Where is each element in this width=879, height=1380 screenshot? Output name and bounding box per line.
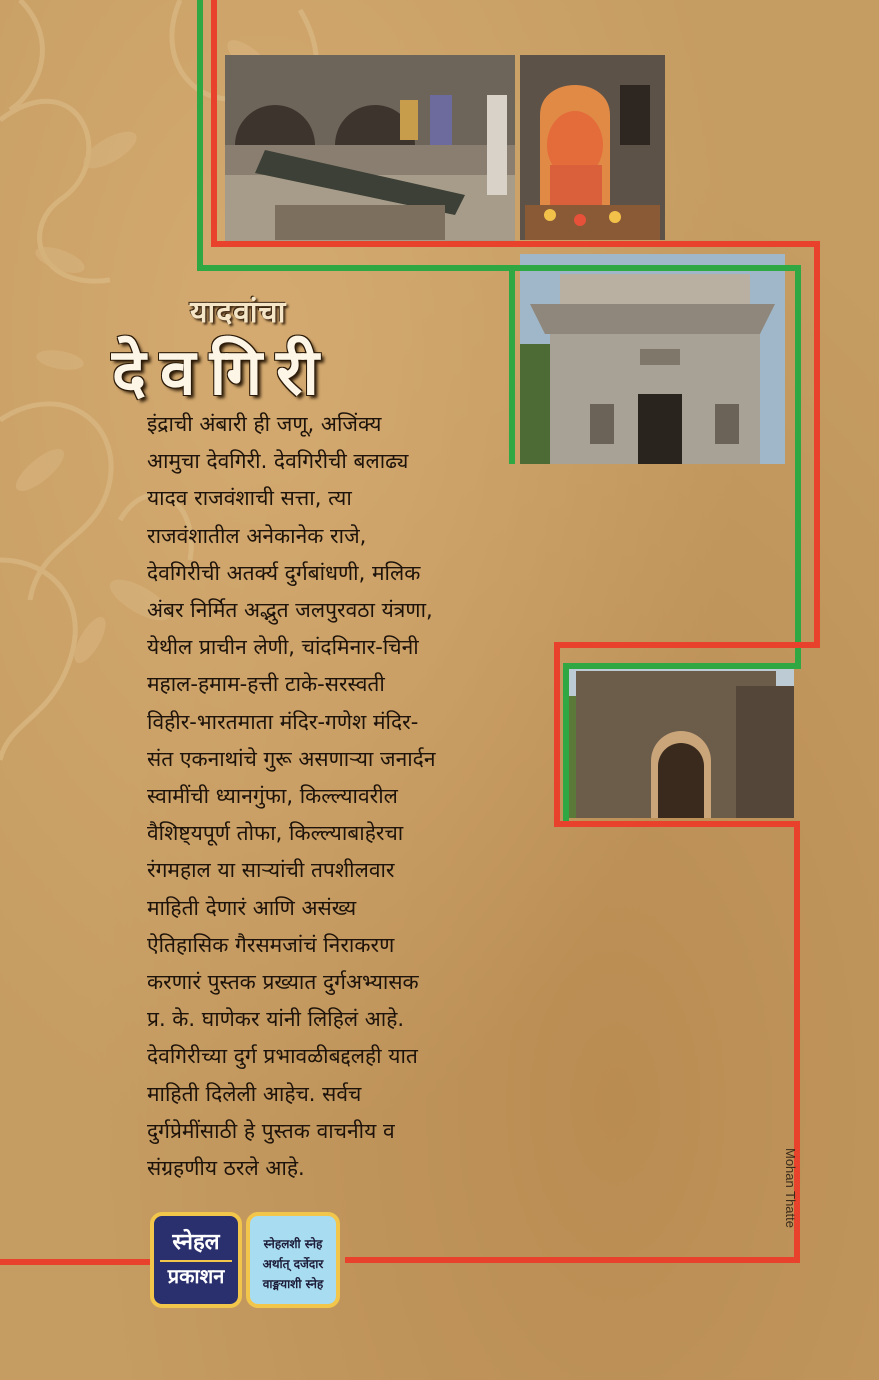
blurb-line: संत एकनाथांचे गुरू असणाऱ्या जनार्दन bbox=[147, 746, 436, 771]
blurb-line: माहिती देणारं आणि असंख्य bbox=[147, 895, 357, 920]
blurb-line: आमुचा देवगिरी. देवगिरीची बलाढ्य bbox=[147, 449, 409, 474]
blurb-line: ऐतिहासिक गैरसमजांचं निराकरण bbox=[147, 932, 395, 957]
blurb-line: इंद्राची अंबारी ही जणू, अजिंक्य bbox=[147, 412, 382, 436]
blurb-line: करणारं पुस्तक प्रख्यात दुर्गअभ्यासक bbox=[147, 970, 419, 995]
blurb-line: वैशिष्ट्यपूर्ण तोफा, किल्ल्याबाहेरचा bbox=[147, 821, 404, 846]
blurb-line: रंगमहाल या साऱ्यांची तपशीलवार bbox=[147, 858, 395, 883]
blurb-line: प्र. के. घाणेकर यांनी लिहिलं आहे. bbox=[147, 1007, 405, 1032]
blurb-line: देवगिरीच्या दुर्ग प्रभावळीबद्दलही यात bbox=[147, 1044, 418, 1069]
blurb-line: महाल-हमाम-हत्ती टाके-सरस्वती bbox=[147, 672, 385, 697]
blurb-line: देवगिरीची अतर्क्य दुर्गबांधणी, मलिक bbox=[147, 560, 421, 585]
publisher-logo bbox=[150, 1212, 242, 1308]
blurb-line: स्वामींची ध्यानगुंफा, किल्ल्यावरील bbox=[147, 784, 398, 809]
publisher-name-line2: प्रकाशन bbox=[160, 1260, 232, 1290]
blurb-line: येथील प्राचीन लेणी, चांदमिनार-चिनी bbox=[147, 635, 419, 660]
tagline-line: स्नेहलशी स्नेह bbox=[263, 1237, 323, 1251]
blurb-line: संग्रहणीय ठरले आहे. bbox=[147, 1156, 305, 1181]
blurb-line: यादव राजवंशाची सत्ता, त्या bbox=[147, 486, 352, 511]
designer-credit: Mohan Thatte bbox=[783, 1148, 798, 1228]
blurb-line: माहिती दिलेली आहेच. सर्वच bbox=[147, 1081, 362, 1106]
blurb-line: राजवंशातील अनेकानेक राजे, bbox=[147, 523, 367, 548]
blurb-line: दुर्गप्रेमींसाठी हे पुस्तक वाचनीय व bbox=[147, 1118, 395, 1143]
tagline-line: अर्थात् दर्जेदार bbox=[262, 1257, 324, 1271]
book-blurb bbox=[147, 406, 547, 1187]
tagline-line: वाङ्मयाशी स्नेह bbox=[262, 1277, 324, 1291]
publisher-tagline bbox=[246, 1212, 340, 1308]
blurb-line: अंबर निर्मित अद्भुत जलपुरवठा यंत्रणा, bbox=[147, 598, 433, 623]
book-title: देवगिरी bbox=[112, 336, 333, 410]
book-subtitle: यादवांचा bbox=[190, 295, 287, 330]
publisher-name-line1: स्नेहल bbox=[172, 1230, 220, 1255]
blurb-line: विहीर-भारतमाता मंदिर-गणेश मंदिर- bbox=[147, 709, 419, 734]
